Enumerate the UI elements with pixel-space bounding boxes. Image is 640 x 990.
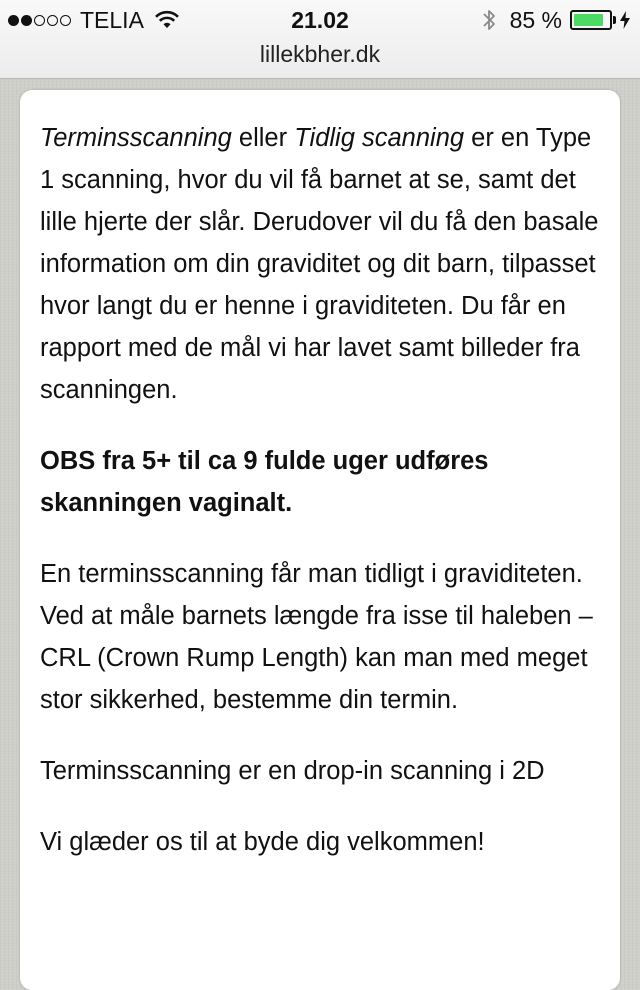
right-status-group — [482, 8, 630, 32]
intro-paragraph — [40, 117, 606, 411]
vaginal-scan-notice: OBS fra 5+ til ca 9 fulde uger udføres skanningen vaginalt. — [40, 447, 489, 517]
bluetooth-icon — [482, 8, 496, 32]
intro-text: er en Type 1 scanning, hvor du vil få barnet at se, samt det lille hjerte der slår. Derudover vil du få den basale information om din graviditet og dit barn, tilpasset hvor langt du er henne i graviditeten. Du får en rapport med de mål vi har lavet samt billeder fra scanningen. — [40, 124, 599, 404]
article-body — [40, 117, 606, 892]
intro-connector: eller — [231, 124, 295, 152]
term-terminsscanning: Terminsscanning — [40, 124, 232, 152]
address-bar-url[interactable]: lillekbher.dk — [259, 41, 381, 67]
carrier-name: TELIA — [80, 7, 144, 33]
clock: 21.02 — [291, 7, 349, 33]
content-card — [20, 90, 620, 990]
battery-percent: 85 % — [509, 7, 562, 33]
status-bar — [0, 0, 640, 40]
crl-paragraph: En terminsscanning får man tidligt i graviditeten. Ved at måle barnets længde fra isse til haleben – CRL (Crown Rump Length) kan man med meget stor sikkerhed, bestemme din termin. — [40, 560, 593, 714]
charging-bolt-icon — [620, 11, 630, 29]
welcome-paragraph: Vi glæder os til at byde dig velkommen! — [40, 828, 485, 856]
term-tidlig-scanning: Tidlig scanning — [294, 124, 465, 152]
drop-in-paragraph: Terminsscanning er en drop-in scanning i 2D — [40, 757, 545, 785]
battery-level-fill — [574, 14, 603, 26]
browser-top-bar — [0, 0, 640, 79]
battery-tip — [613, 16, 616, 24]
battery-icon — [570, 10, 612, 30]
